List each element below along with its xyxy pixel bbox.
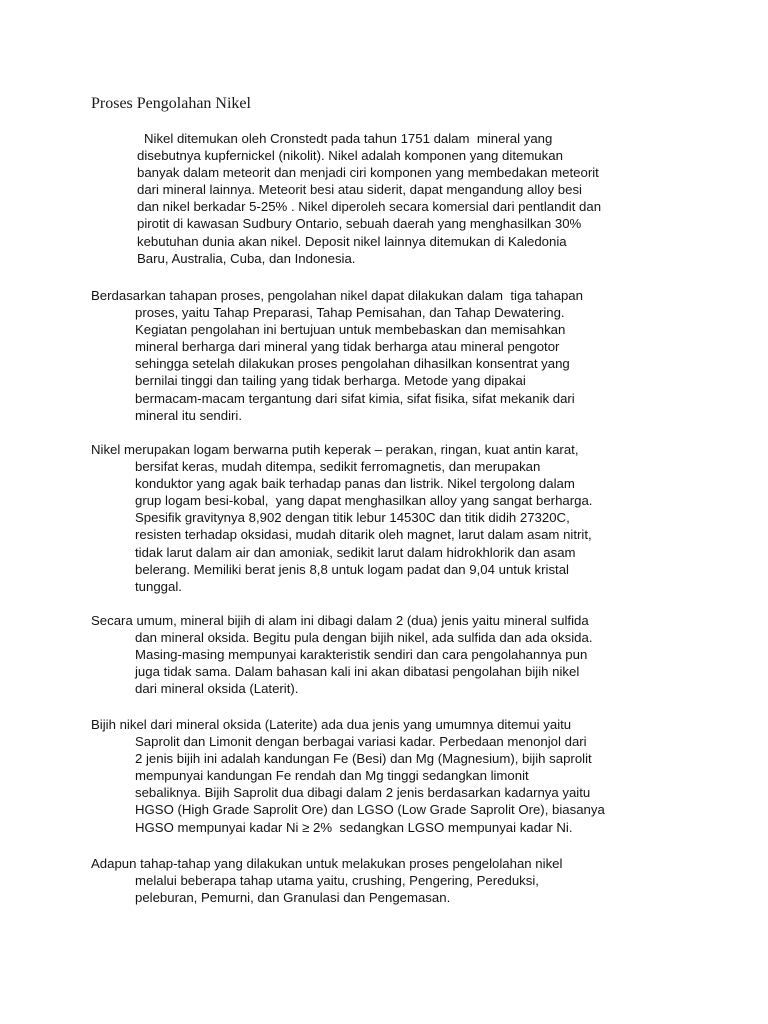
paragraph-line: bersifat keras, mudah ditempa, sedikit ferromagnetis, dan merupakan (135, 459, 541, 475)
paragraph-3 (91, 441, 592, 595)
paragraph-line: mineral itu sendiri. (135, 407, 243, 423)
paragraph-line: bernilai tinggi dan tailing yang tidak berharga. Metode yang dipakai (135, 373, 526, 389)
paragraph-line: pirotit di kawasan Sudbury Ontario, sebuah daerah yang menghasilkan 30% (137, 216, 582, 232)
paragraph-line: Kegiatan pengolahan ini bertujuan untuk membebaskan dan memisahkan (135, 322, 566, 338)
paragraph-line: Berdasarkan tahapan proses, pengolahan nikel dapat dilakukan dalam tiga tahapan (91, 288, 583, 303)
paragraph-line: Spesifik gravitynya 8,902 dengan titik lebur 14530C dan titik didih 27320C, (135, 510, 570, 526)
paragraph-line: peleburan, Pemurni, dan Granulasi dan Pengemasan. (135, 890, 451, 906)
paragraph-line: Bijih nikel dari mineral oksida (Laterite) ada dua jenis yang umumnya ditemui yaitu (91, 717, 572, 732)
document-title: Proses Pengolahan Nikel (91, 95, 251, 112)
paragraph-line: bermacam-macam tergantung dari sifat kimia, sifat fisika, sifat mekanik dari (135, 390, 575, 406)
paragraph-line: dan mineral oksida. Begitu pula dengan bijih nikel, ada sulfida dan ada oksida. (135, 630, 593, 646)
paragraph-line: Secara umum, mineral bijih di alam ini dibagi dalam 2 (dua) jenis yaitu mineral sulfida (91, 613, 589, 628)
paragraph-line: dari mineral oksida (Laterit). (135, 681, 299, 697)
paragraph-line: Masing-masing mempunyai karakteristik sendiri dan cara pengolahannya pun (135, 647, 588, 663)
paragraph-1 (124, 130, 601, 267)
paragraph-5 (91, 716, 605, 836)
paragraph-2 (91, 287, 583, 424)
paragraph-6 (91, 855, 562, 906)
paragraph-line: Nikel merupakan logam berwarna putih keperak – perakan, ringan, kuat antin karat, (91, 442, 579, 457)
paragraph-line: tunggal. (135, 578, 182, 594)
paragraph-line: konduktor yang agak baik terhadap panas dan listrik. Nikel tergolong dalam (135, 476, 575, 492)
paragraph-line: sebaliknya. Bijih Saprolit dua dibagi dalam 2 jenis berdasarkan kadarnya yaitu (135, 785, 591, 801)
paragraph-line: melalui beberapa tahap utama yaitu, crushing, Pengering, Pereduksi, (135, 873, 539, 889)
paragraph-line: sehingga setelah dilakukan proses pengolahan dihasilkan konsentrat yang (135, 356, 570, 372)
paragraph-line: grup logam besi-kobal, yang dapat menghasilkan alloy yang sangat berharga. (135, 493, 593, 509)
paragraph-line: HGSO mempunyai kadar Ni ≥ 2% sedangkan LGSO mempunyai kadar Ni. (135, 819, 573, 835)
paragraph-line: juga tidak sama. Dalam bahasan kali ini akan dibatasi pengolahan bijih nikel (135, 664, 580, 680)
paragraph-line: banyak dalam meteorit dan menjadi ciri komponen yang membedakan meteorit (137, 165, 599, 181)
paragraph-line: Baru, Australia, Cuba, dan Indonesia. (137, 250, 356, 266)
paragraph-line: HGSO (High Grade Saprolit Ore) dan LGSO (Low Grade Saprolit Ore), biasanya (135, 802, 605, 818)
paragraph-line: Saprolit dan Limonit dengan berbagai variasi kadar. Perbedaan menonjol dari (135, 734, 587, 750)
paragraph-line: mineral berharga dari mineral yang tidak berharga atau mineral pengotor (135, 339, 560, 355)
paragraph-line: dan nikel berkadar 5-25% . Nikel diperoleh secara komersial dari pentlandit dan (137, 199, 602, 215)
paragraph-line: kebutuhan dunia akan nikel. Deposit nikel lainnya ditemukan di Kaledonia (137, 233, 567, 249)
paragraph-line: Nikel ditemukan oleh Cronstedt pada tahun 1751 dalam mineral yang (144, 131, 553, 146)
paragraph-line: mempunyai kandungan Fe rendah dan Mg tinggi sedangkan limonit (135, 768, 529, 784)
paragraph-line: Adapun tahap-tahap yang dilakukan untuk melakukan proses pengelolahan nikel (91, 856, 563, 871)
paragraph-line: belerang. Memiliki berat jenis 8,8 untuk logam padat dan 9,04 untuk kristal (135, 561, 569, 577)
paragraph-line: 2 jenis bijih ini adalah kandungan Fe (Besi) dan Mg (Magnesium), bijih saprolit (135, 751, 592, 767)
paragraph-line: resisten terhadap oksidasi, mudah ditarik oleh magnet, larut dalam asam nitrit, (135, 527, 592, 543)
paragraph-line: disebutnya kupfernickel (nikolit). Nikel adalah komponen yang ditemukan (137, 148, 563, 164)
paragraph-line: tidak larut dalam air dan amoniak, sedikit larut dalam hidrokhlorik dan asam (135, 544, 576, 560)
paragraph-line: dari mineral lainnya. Meteorit besi atau siderit, dapat mengandung alloy besi (137, 182, 582, 198)
paragraph-line: proses, yaitu Tahap Preparasi, Tahap Pemisahan, dan Tahap Dewatering. (135, 305, 565, 321)
paragraph-4 (91, 612, 592, 697)
